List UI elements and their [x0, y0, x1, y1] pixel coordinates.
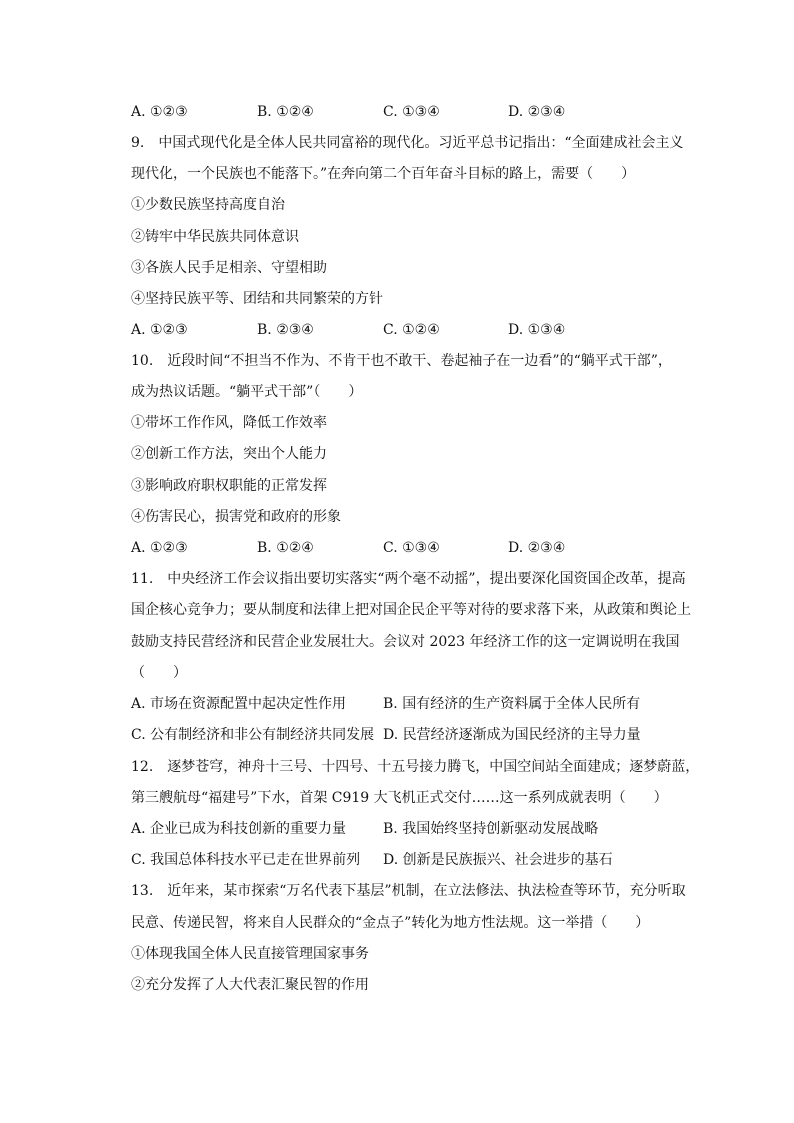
q10-option-b[interactable]: B. ①②④ [257, 540, 314, 556]
q9-option-d[interactable]: D. ①③④ [508, 322, 566, 338]
q9-option-a[interactable]: A. ①②③ [131, 322, 188, 338]
q12-option-d[interactable]: D. 创新是民族振兴、社会进步的基石 [383, 852, 613, 868]
q8-option-d[interactable]: D. ②③④ [508, 104, 566, 120]
q10-item-4: ④伤害民心，损害党和政府的形象 [131, 509, 341, 525]
q10-option-c[interactable]: C. ①③④ [383, 540, 440, 556]
q9-item-4: ④坚持民族平等、团结和共同繁荣的方针 [131, 291, 383, 307]
q9-option-b[interactable]: B. ②③④ [257, 322, 314, 338]
q10-stem-line-2: 成为热议话题。“躺平式干部”（ ） [131, 384, 363, 400]
q9-option-c[interactable]: C. ①②④ [383, 322, 440, 338]
q10-item-2: ②创新工作方法，突出个人能力 [131, 446, 327, 462]
q12-option-c[interactable]: C. 我国总体科技水平已走在世界前列 [131, 852, 361, 868]
q11-stem-line-3: 鼓励支持民营经济和民营企业发展壮大。会议对 2023 年经济工作的这一定调说明在我国 [131, 634, 680, 650]
q11-option-a[interactable]: A. 市场在资源配置中起决定性作用 [131, 696, 347, 712]
q11-stem-line-2: 国企核心竞争力；要从制度和法律上把对国企民企平等对待的要求落下来，从政策和舆论上 [131, 602, 691, 618]
q9-item-1: ①少数民族坚持高度自治 [131, 197, 285, 213]
q11-option-d[interactable]: D. 民营经济逐渐成为国民经济的主导力量 [383, 727, 641, 743]
q10-item-3: ③影响政府职权职能的正常发挥 [131, 478, 327, 494]
q12-option-a[interactable]: A. 企业已成为科技创新的重要力量 [131, 821, 347, 837]
q13-item-1: ①体现我国全体人民直接管理国家事务 [131, 946, 369, 962]
q11-option-b[interactable]: B. 国有经济的生产资料属于全体人民所有 [383, 696, 641, 712]
q13-stem-line-1: 13. 近年来，某市探索“万名代表下基层”机制，在立法修法、执法检查等环节，充分听取 [131, 883, 686, 899]
q13-stem-line-2: 民意、传递民智，将来自人民群众的“金点子”转化为地方性法规。这一举措（ ） [131, 915, 650, 931]
q10-option-a[interactable]: A. ①②③ [131, 540, 188, 556]
q8-option-c[interactable]: C. ①③④ [383, 104, 440, 120]
q12-option-b[interactable]: B. 我国始终坚持创新驱动发展战略 [383, 821, 599, 837]
q13-item-2: ②充分发挥了人大代表汇聚民智的作用 [131, 977, 369, 993]
q11-option-c[interactable]: C. 公有制经济和非公有制经济共同发展 [131, 727, 375, 743]
q11-stem-line-4: （ ） [131, 665, 187, 681]
q9-stem-line-1: 9. 中国式现代化是全体人民共同富裕的现代化。习近平总书记指出：“全面建成社会主义 [131, 135, 684, 151]
q10-stem-line-1: 10. 近段时间“不担当不作为、不肯干也不敢干、卷起袖子在一边看”的“躺平式干部”， [131, 353, 672, 369]
q12-stem-line-1: 12. 逐梦苍穹，神舟十三号、十四号、十五号接力腾飞，中国空间站全面建成；逐梦蔚蓝， [131, 759, 700, 775]
q12-stem-line-2: 第三艘航母“福建号”下水，首架 C919 大飞机正式交付……这一系列成就表明（ ） [131, 790, 668, 806]
q9-item-3: ③各族人民手足相亲、守望相助 [131, 260, 327, 276]
q8-option-a[interactable]: A. ①②③ [131, 104, 188, 120]
q11-stem-line-1: 11. 中央经济工作会议指出要切实落实“两个毫不动摇”，提出要深化国资国企改革，提高 [131, 571, 686, 587]
q10-item-1: ①带坏工作作风，降低工作效率 [131, 415, 327, 431]
q9-stem-line-2: 现代化，一个民族也不能落下。”在奔向第二个百年奋斗目标的路上，需要（ ） [131, 166, 636, 182]
q10-option-d[interactable]: D. ②③④ [508, 540, 566, 556]
q8-option-b[interactable]: B. ①②④ [257, 104, 314, 120]
q9-item-2: ②铸牢中华民族共同体意识 [131, 229, 299, 245]
